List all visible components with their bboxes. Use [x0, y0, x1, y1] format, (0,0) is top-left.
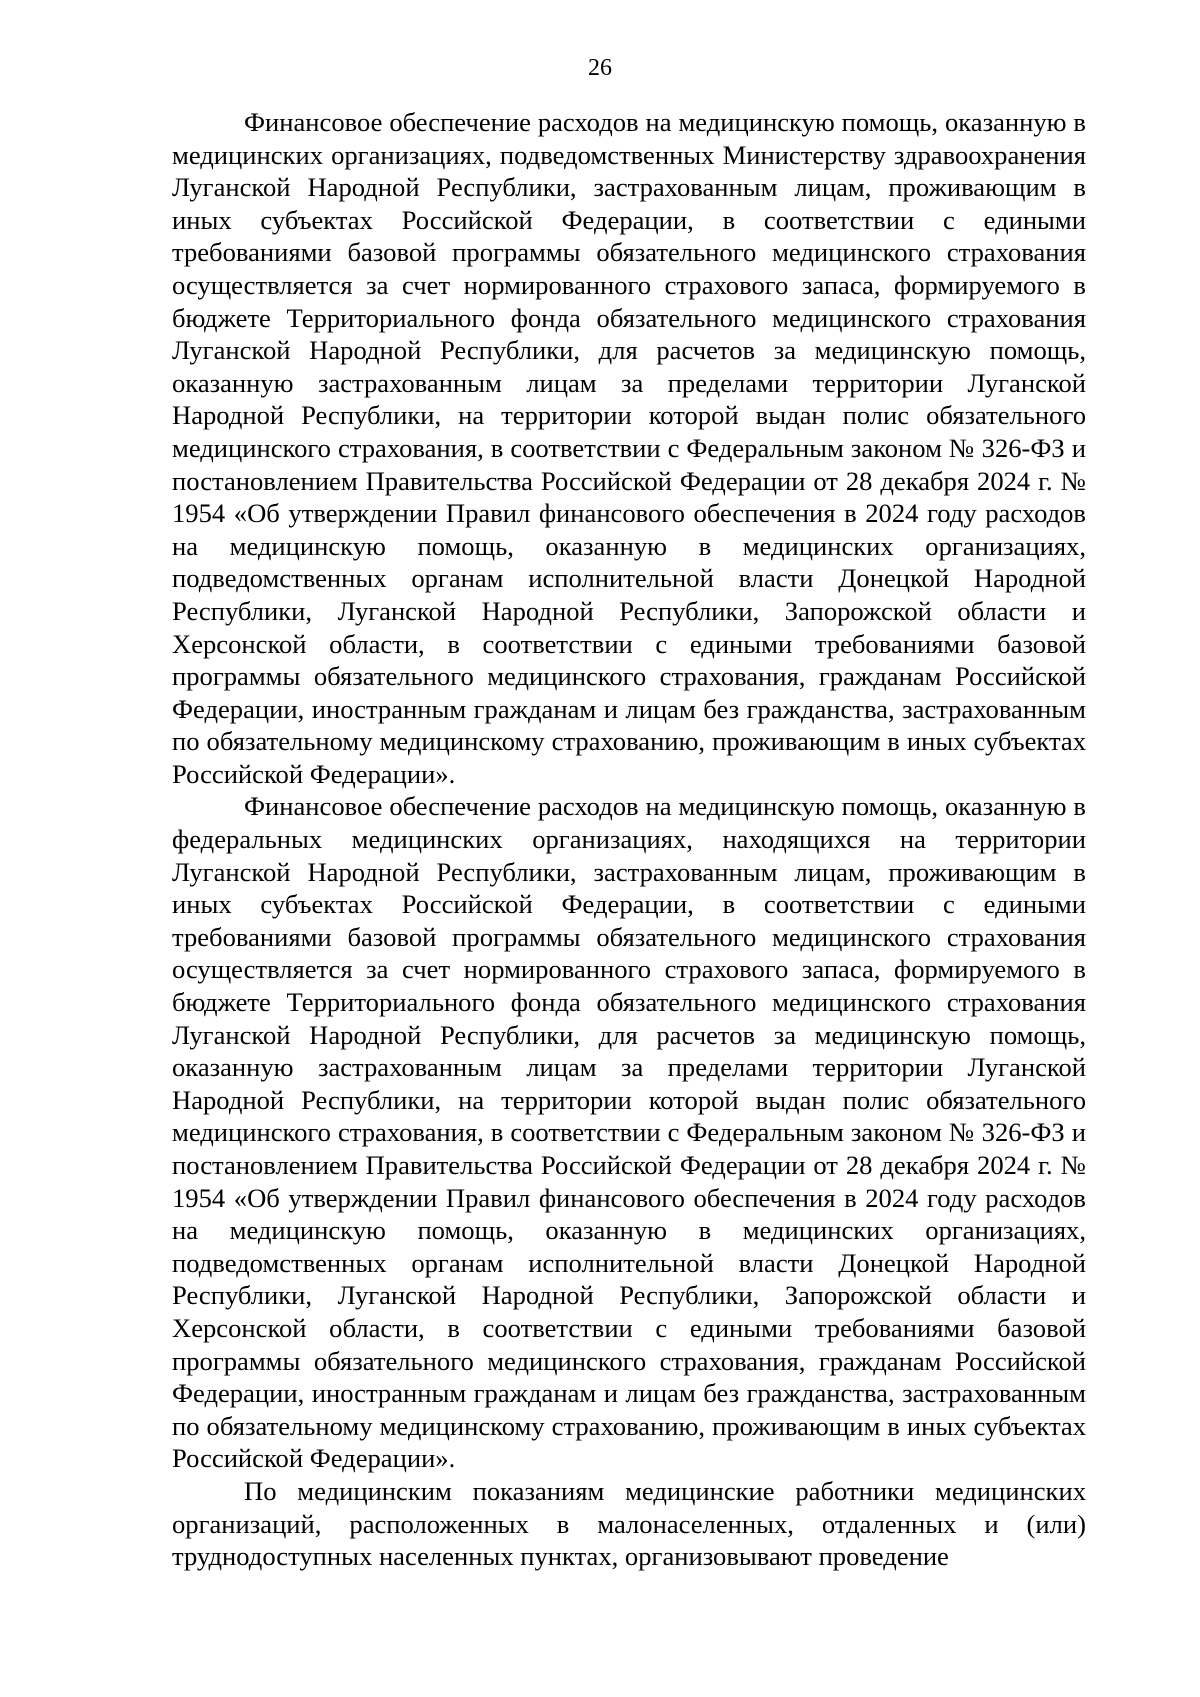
paragraph-medical-indications: По медицинским показаниям медицинские работники медицинских организаций, расположенных в малонаселенных, отдаленных и (или) труднодоступных населенных пунктах, организовывают проведение	[172, 1475, 1086, 1572]
document-body	[172, 106, 1086, 1573]
paragraph-financing-federal-organizations: Финансовое обеспечение расходов на медицинскую помощь, оказанную в федеральных медицинских организациях, находящихся на территории Луганской Народной Республики, застрахованным лицам, проживающим в иных субъектах Российской Федерации, в соответствии с едиными требованиями базовой программы обязательного медицинского страхования осуществляется за счет нормированного страхового запаса, формируемого в бюджете Территориального фонда обязательного медицинского страхования Луганской Народной Республики, для расчетов за медицинскую помощь, оказанную застрахованным лицам за пределами территории Луганской Народной Республики, на территории которой выдан полис обязательного медицинского страхования, в соответствии с Федеральным законом № 326-ФЗ и постановлением Правительства Российской Федерации от 28 декабря 2024 г. № 1954 «Об утверждении Правил финансового обеспечения в 2024 году расходов на медицинскую помощь, оказанную в медицинских организациях, подведомственных органам исполнительной власти Донецкой Народной Республики, Луганской Народной Республики, Запорожской области и Херсонской области, в соответствии с едиными требованиями базовой программы обязательного медицинского страхования, гражданам Российской Федерации, иностранным гражданам и лицам без гражданства, застрахованным по обязательному медицинскому страхованию, проживающим в иных субъектах Российской Федерации».	[172, 791, 1086, 1474]
page-number: 26	[588, 55, 612, 81]
paragraph-financing-ministry-organizations: Финансовое обеспечение расходов на медицинскую помощь, оказанную в медицинских организациях, подведомственных Министерству здравоохранения Луганской Народной Республики, застрахованным лицам, проживающим в иных субъектах Российской Федерации, в соответствии с едиными требованиями базовой программы обязательного медицинского страхования осуществляется за счет нормированного страхового запаса, формируемого в бюджете Территориального фонда обязательного медицинского страхования Луганской Народной Республики, для расчетов за медицинскую помощь, оказанную застрахованным лицам за пределами территории Луганской Народной Республики, на территории которой выдан полис обязательного медицинского страхования, в соответствии с Федеральным законом № 326-ФЗ и постановлением Правительства Российской Федерации от 28 декабря 2024 г. № 1954 «Об утверждении Правил финансового обеспечения в 2024 году расходов на медицинскую помощь, оказанную в медицинских организациях, подведомственных органам исполнительной власти Донецкой Народной Республики, Луганской Народной Республики, Запорожской области и Херсонской области, в соответствии с едиными требованиями базовой программы обязательного медицинского страхования, гражданам Российской Федерации, иностранным гражданам и лицам без гражданства, застрахованным по обязательному медицинскому страхованию, проживающим в иных субъектах Российской Федерации».	[172, 107, 1086, 789]
